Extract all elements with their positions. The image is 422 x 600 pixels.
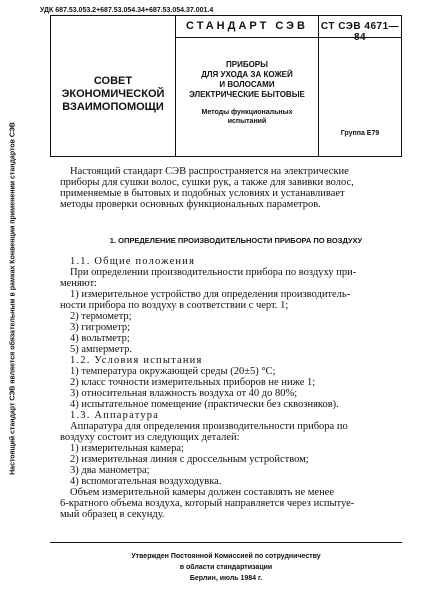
- standard-number: СТ СЭВ 4671—84: [320, 21, 400, 43]
- group-label: Группа Е79: [340, 130, 380, 137]
- footer-place-date: Берлин, июль 1984 г.: [189, 575, 263, 582]
- product-title: ПРИБОРЫ ДЛЯ УХОДА ЗА КОЖЕЙ И ВОЛОСАМИ ЭЛЕКТРИЧЕСКИЕ БЫТОВЫЕ: [189, 60, 305, 99]
- footer-approval: Утвержден Постоянной Комиссией по сотрудничеству: [131, 553, 321, 560]
- footer-field: в области стандартизации: [179, 564, 273, 571]
- udk-code: УДК 687.53.053.2+687.53.054.34+687.53.054.37.001.4: [40, 7, 214, 14]
- standard-title: СТАНДАРТ СЭВ: [186, 20, 308, 32]
- organization-name: СОВЕТ ЭКОНОМИЧЕСКОЙ ВЗАИМОПОМОЩИ: [61, 75, 165, 113]
- section-1-heading: 1. ОПРЕДЕЛЕНИЕ ПРОИЗВОДИТЕЛЬНОСТИ ПРИБОРА ПО ВОЗДУХУ: [109, 236, 363, 245]
- side-note: Настоящий стандарт СЭВ является обязательным в рамках Конвенции применении стандартов СЭВ: [9, 122, 17, 475]
- section-1-3: 1.3. Аппаратура Аппаратура для определения производительности прибора по воздуху состоит из следующих деталей: 1) измерительная камера; 2) измерительная линия с дроссельным устройством; 3) два манометра; 4) вспомогательная воздуходувка. Объем измерительной камеры должен составлять не менее 6-кратного объема воздуха, который направляется через испытуе- мый образец в секунду.: [60, 410, 355, 520]
- intro-paragraph: Настоящий стандарт СЭВ распространяется на электрические приборы для сушки волос, сушки рук, а также для завивки волос, применяемые в бытовых и подобных условиях и устанавливает методы проверки основных функциональных параметров.: [60, 166, 354, 210]
- section-1-2: 1.2. Условия испытания 1) температура окружающей среды (20±5) °С; 2) класс точности измерительных приборов не ниже 1; 3) относительная влажность воздуха от 40 до 80%; 4) испытательное помещение (практически без сквозняков).: [70, 355, 339, 410]
- methods-subtitle: Методы функциональных испытаний: [201, 109, 293, 125]
- section-1-1: 1.1. Общие положения При определении производительности прибора по воздуху при- меняют: 1) измерительное устройство для определения производитель- ности прибора по воздуху в соответствии с черт. 1; 2) термометр; 3) гигрометр; 4) вольтметр; 5) амперметр.: [60, 256, 357, 355]
